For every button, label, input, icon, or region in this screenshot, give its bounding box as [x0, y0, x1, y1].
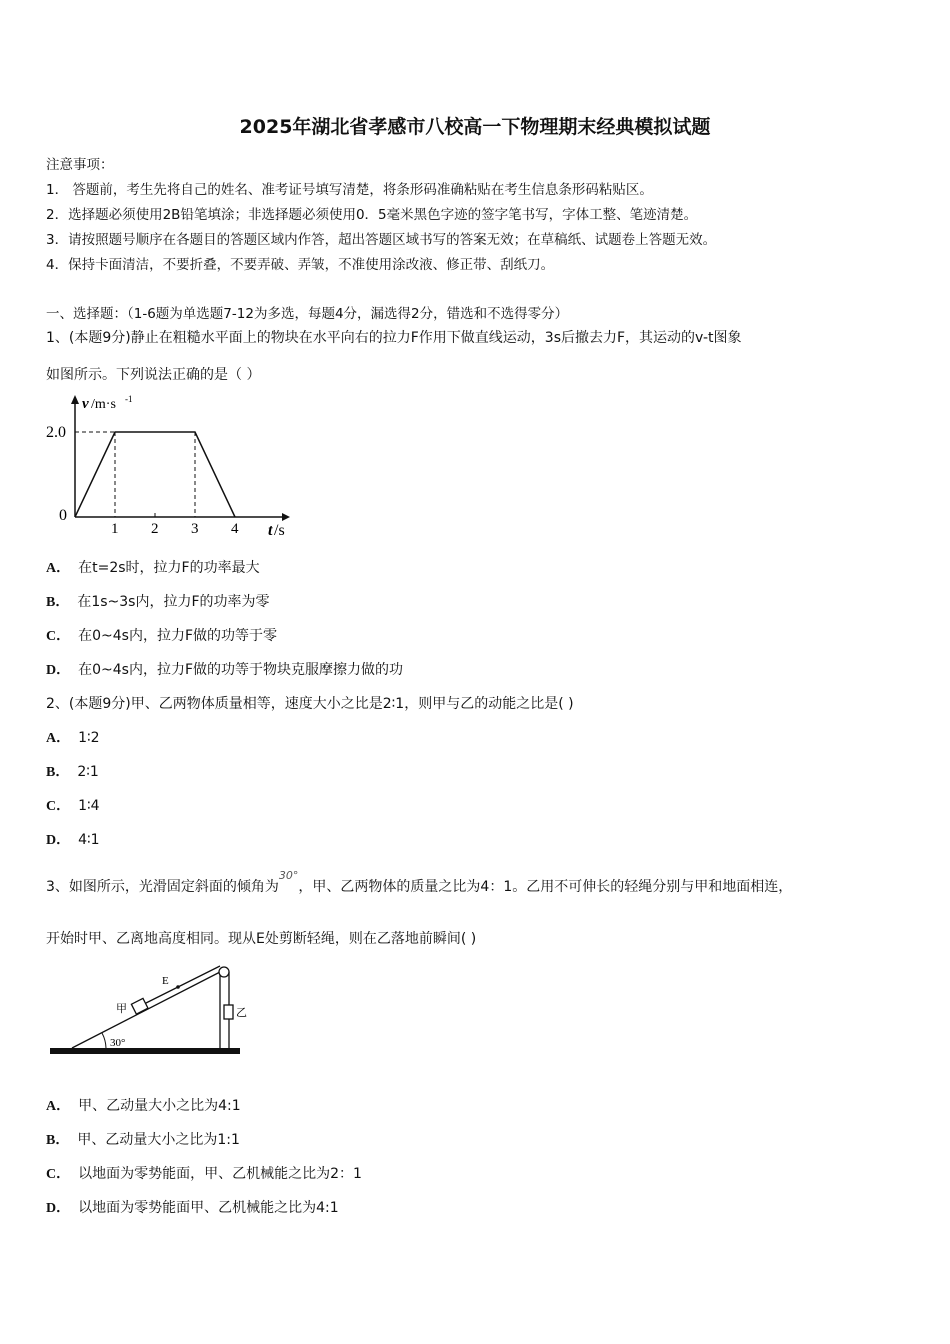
option-text: 以地面为零势能面，甲、乙机械能之比为2：1: [78, 1166, 362, 1182]
svg-text:-1: -1: [125, 394, 133, 404]
question-3-stem: [46, 869, 793, 896]
option-text: 1∶2: [78, 730, 100, 746]
notes-heading: 注意事项：: [46, 157, 114, 173]
option-label: C．: [46, 629, 71, 644]
option-label: B．: [46, 765, 70, 780]
option-label: A．: [46, 561, 71, 576]
note-item: 3．请按照题号顺序在各题目的答题区域内作答，超出答题区域书写的答案无效；在草稿纸、试题卷上答题无效。: [46, 232, 717, 248]
svg-text:2.0: 2.0: [46, 424, 66, 441]
option-d[interactable]: [46, 829, 100, 849]
question-1-stem: 1、(本题9分)静止在粗糙水平面上的物块在水平向右的拉力F作用下做直线运动，3s后撤去力F，其运动的v-t图象: [46, 330, 742, 346]
option-d[interactable]: [46, 1197, 339, 1217]
svg-text:0: 0: [59, 507, 67, 524]
option-text: 在0~4s内，拉力F做的功等于物块克服摩擦力做的功: [78, 662, 404, 678]
stem-text: 3、如图所示，光滑固定斜面的倾角为: [46, 879, 279, 895]
option-label: D．: [46, 663, 71, 678]
option-a[interactable]: [46, 557, 260, 577]
option-b[interactable]: [46, 1129, 240, 1149]
angle-symbol: 30°: [278, 869, 299, 882]
label-e: E: [162, 975, 169, 987]
option-text: 在0~4s内，拉力F做的功等于零: [78, 628, 278, 644]
option-label: C．: [46, 799, 71, 814]
svg-text:/s: /s: [274, 522, 285, 539]
option-label: D．: [46, 833, 71, 848]
stem-text: ，甲、乙两物体的质量之比为4：1。乙用不可伸长的轻绳分别与甲和地面相连，: [298, 879, 793, 895]
note-item: 4．保持卡面清洁，不要折叠，不要弄破、弄皱，不准使用涂改液、修正带、刮纸刀。: [46, 257, 555, 273]
option-label: A．: [46, 731, 71, 746]
option-label: D．: [46, 1201, 71, 1216]
option-label: A．: [46, 1099, 71, 1114]
svg-text:t: t: [268, 522, 273, 539]
section-heading: 一、选择题：（1-6题为单选题7-12为多选，每题4分，漏选得2分，错选和不选得零分）: [46, 306, 569, 322]
option-text: 甲、乙动量大小之比为4:1: [78, 1098, 241, 1114]
option-d[interactable]: [46, 659, 403, 679]
option-a[interactable]: [46, 1095, 241, 1115]
option-text: 甲、乙动量大小之比为1:1: [77, 1132, 240, 1148]
option-label: B．: [46, 1133, 70, 1148]
option-label: B．: [46, 595, 70, 610]
option-text: 在1s~3s内，拉力F的功率为零: [77, 594, 270, 610]
svg-text:4: 4: [231, 521, 239, 537]
page-title: 2025年湖北省孝感市八校高一下物理期末经典模拟试题: [239, 116, 711, 138]
svg-text:v: v: [82, 396, 89, 412]
option-text: 2∶1: [77, 764, 99, 780]
question-3-stem-2: 开始时甲、乙离地高度相同。现从E处剪断轻绳，则在乙落地前瞬间( ): [46, 931, 477, 947]
note-item: 2．选择题必须使用2B铅笔填涂；非选择题必须使用0．5毫米黑色字迹的签字笔书写，字体工整、笔迹清楚。: [46, 207, 698, 223]
svg-text:30°: 30°: [110, 1037, 126, 1049]
svg-text:/m·s: /m·s: [91, 397, 116, 412]
option-b[interactable]: [46, 761, 99, 781]
svg-text:2: 2: [151, 521, 159, 537]
option-b[interactable]: [46, 591, 270, 611]
incline-diagram: [44, 960, 254, 1060]
option-label: C．: [46, 1167, 71, 1182]
label-yi: 乙: [236, 1007, 247, 1019]
option-c[interactable]: [46, 1163, 362, 1183]
option-c[interactable]: [46, 795, 100, 815]
option-c[interactable]: [46, 625, 277, 645]
option-text: 4∶1: [78, 832, 100, 848]
option-text: 1∶4: [78, 798, 100, 814]
svg-text:1: 1: [111, 521, 119, 537]
vt-graph: [42, 392, 298, 540]
option-text: 以地面为零势能面甲、乙机械能之比为4:1: [78, 1200, 339, 1216]
note-item: 1． 答题前，考生先将自己的姓名、准考证号填写清楚，将条形码准确粘贴在考生信息条形码粘贴区。: [46, 182, 653, 198]
svg-text:3: 3: [191, 521, 199, 537]
option-text: 在t=2s时，拉力F的功率最大: [78, 560, 260, 576]
question-2-stem: 2、(本题9分)甲、乙两物体质量相等，速度大小之比是2∶1，则甲与乙的动能之比是( ): [46, 696, 574, 712]
label-jia: 甲: [116, 1003, 127, 1015]
option-a[interactable]: [46, 727, 100, 747]
question-1-stem-2: 如图所示。下列说法正确的是（ ）: [46, 367, 261, 383]
